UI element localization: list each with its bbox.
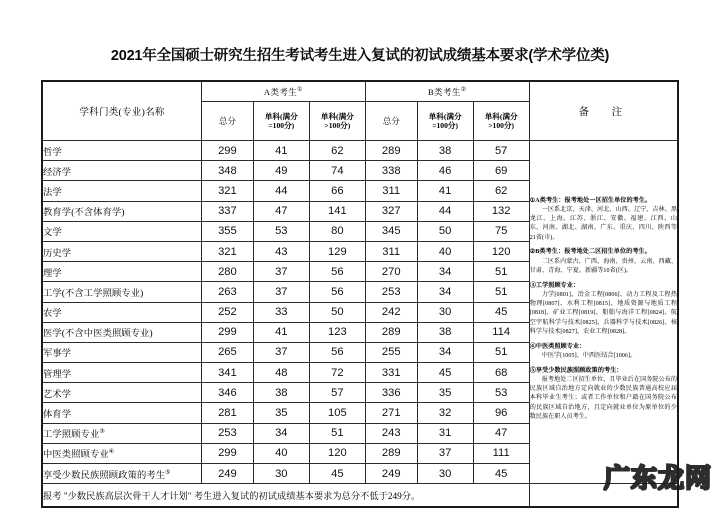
note-block — [530, 248, 677, 276]
row-b-single-eq100: 34 — [417, 342, 473, 362]
row-b-total: 255 — [365, 342, 417, 362]
row-discipline-label: 工学(不含工学照顾专业) — [43, 288, 144, 299]
row-b-single-gt100: 51 — [473, 342, 529, 362]
row-b-single-gt100: 68 — [473, 363, 529, 383]
footer-note-text: 报考 "少数民族高层次骨干人才计划" 考生进入复试的初试成绩基本要求为总分不低于249分。 — [43, 491, 421, 502]
row-a-single-gt100: 57 — [309, 383, 365, 403]
row-b-total: 289 — [365, 141, 417, 161]
note-heading: ③工学照顾专业： — [529, 282, 580, 289]
header-a-single-eq100-line1: 单科(满分 — [264, 111, 298, 121]
footer-note-cell — [42, 484, 529, 508]
row-a-single-eq100: 38 — [253, 383, 309, 403]
row-b-single-eq100: 41 — [417, 181, 473, 201]
table-footer — [42, 484, 678, 508]
row-a-single-gt100: 56 — [309, 262, 365, 282]
header-group-a-label: A类考生 — [263, 86, 298, 97]
row-discipline-name — [42, 464, 202, 484]
row-b-single-eq100: 35 — [417, 383, 473, 403]
note-heading: ④中医类照顾专业： — [529, 343, 586, 350]
row-discipline-name — [42, 383, 202, 403]
note-body: 一区系北京、天津、河北、山西、辽宁、吉林、黑龙江、上海、江苏、浙江、安徽、福建、江西、山东、河南、湖北、湖南、广东、重庆、四川、陕西等21省(市)。 — [529, 206, 677, 241]
header-a-total-label: 总分 — [218, 115, 236, 126]
note-heading: ①A类考生：报考地处一区招生单位的考生。 — [529, 197, 652, 204]
row-b-total: 327 — [365, 201, 417, 221]
row-b-single-gt100: 45 — [473, 302, 529, 322]
header-discipline-name — [42, 81, 202, 141]
row-b-single-eq100: 50 — [417, 221, 473, 241]
row-a-single-gt100: 141 — [309, 201, 365, 221]
row-a-single-gt100: 120 — [309, 443, 365, 463]
note-heading: ⑤享受少数民族照顾政策的考生： — [529, 367, 623, 374]
note-heading: ②B类考生：报考地处二区招生单位的考生。 — [529, 249, 651, 256]
note-body: 二区系内蒙古、广西、海南、贵州、云南、西藏、甘肃、青海、宁夏、新疆等10省(区)。 — [529, 258, 677, 274]
row-discipline-label: 享受少数民族照顾政策的考生 — [43, 470, 166, 481]
row-a-single-gt100: 56 — [309, 282, 365, 302]
row-discipline-label: 教育学(不含体育学) — [43, 208, 125, 219]
row-b-total: 289 — [365, 443, 417, 463]
row-a-single-gt100: 123 — [309, 322, 365, 342]
row-b-single-gt100: 75 — [473, 221, 529, 241]
table-body — [42, 141, 678, 484]
note-block — [530, 367, 677, 423]
row-a-single-gt100: 80 — [309, 221, 365, 241]
row-a-total: 348 — [202, 161, 254, 181]
row-discipline-name — [42, 221, 202, 241]
row-b-single-gt100: 120 — [473, 241, 529, 261]
row-discipline-name — [42, 141, 202, 161]
header-a-single-gt100-line1: 单科(满分 — [320, 111, 354, 121]
row-a-single-gt100: 62 — [309, 141, 365, 161]
header-notes-label: 备 注 — [578, 106, 629, 118]
header-b-single-gt100 — [473, 102, 529, 141]
table-row — [42, 141, 678, 161]
row-discipline-name — [42, 262, 202, 282]
row-a-single-gt100: 50 — [309, 302, 365, 322]
header-b-single-gt100-line1: 单科(满分 — [484, 111, 518, 121]
row-b-total: 271 — [365, 403, 417, 423]
row-b-single-gt100: 96 — [473, 403, 529, 423]
row-b-total: 338 — [365, 161, 417, 181]
row-b-single-gt100: 51 — [473, 282, 529, 302]
row-a-single-eq100: 41 — [253, 322, 309, 342]
row-a-single-eq100: 44 — [253, 181, 309, 201]
row-discipline-name — [42, 241, 202, 261]
row-a-single-eq100: 43 — [253, 241, 309, 261]
row-b-single-eq100: 34 — [417, 262, 473, 282]
header-group-a-superscript: ① — [297, 86, 303, 93]
page-title: 2021年全国硕士研究生招生考试考生进入复试的初试成绩基本要求(学术学位类) — [110, 48, 610, 64]
row-a-single-eq100: 33 — [253, 302, 309, 322]
row-a-total: 280 — [202, 262, 254, 282]
row-discipline-label: 中医类照顾专业 — [43, 450, 109, 461]
watermark: 广东龙网 — [603, 463, 712, 493]
row-discipline-label: 理学 — [43, 268, 62, 279]
row-b-single-eq100: 40 — [417, 241, 473, 261]
row-b-single-eq100: 38 — [417, 322, 473, 342]
note-block — [530, 282, 677, 338]
row-discipline-label: 管理学 — [43, 369, 72, 380]
notes-cell — [529, 141, 678, 484]
row-discipline-name — [42, 181, 202, 201]
row-b-single-eq100: 44 — [417, 201, 473, 221]
row-a-single-gt100: 105 — [309, 403, 365, 423]
row-discipline-label: 农学 — [43, 309, 62, 320]
row-a-total: 355 — [202, 221, 254, 241]
header-a-single-eq100 — [253, 102, 309, 141]
row-b-single-eq100: 45 — [417, 363, 473, 383]
row-a-total: 249 — [202, 464, 254, 484]
row-discipline-superscript: ③ — [99, 428, 106, 436]
row-a-total: 281 — [202, 403, 254, 423]
row-a-single-eq100: 47 — [253, 201, 309, 221]
row-b-single-eq100: 31 — [417, 423, 473, 443]
row-a-single-gt100: 45 — [309, 464, 365, 484]
header-notes — [529, 81, 678, 141]
header-a-single-gt100 — [309, 102, 365, 141]
row-discipline-name — [42, 302, 202, 322]
row-b-total: 270 — [365, 262, 417, 282]
row-b-single-gt100: 45 — [473, 464, 529, 484]
footer-note-row — [42, 484, 678, 508]
row-discipline-label: 艺术学 — [43, 389, 72, 400]
row-a-single-eq100: 37 — [253, 342, 309, 362]
row-b-single-gt100: 53 — [473, 383, 529, 403]
row-a-total: 252 — [202, 302, 254, 322]
row-b-single-eq100: 30 — [417, 464, 473, 484]
row-a-total: 253 — [202, 423, 254, 443]
header-group-a — [202, 81, 366, 102]
note-body: 中医学[1005]、中西医结合[1006]。 — [541, 352, 637, 359]
row-a-single-gt100: 66 — [309, 181, 365, 201]
row-a-single-gt100: 74 — [309, 161, 365, 181]
row-discipline-label: 医学(不含中医类照顾专业) — [43, 329, 153, 340]
row-b-single-gt100: 69 — [473, 161, 529, 181]
row-a-single-gt100: 72 — [309, 363, 365, 383]
note-block — [530, 197, 677, 243]
row-discipline-label: 法学 — [43, 187, 62, 198]
row-b-single-eq100: 34 — [417, 282, 473, 302]
header-a-single-eq100-line2: =100分) — [268, 121, 295, 130]
row-b-total: 249 — [365, 464, 417, 484]
row-discipline-name — [42, 282, 202, 302]
row-a-single-gt100: 51 — [309, 423, 365, 443]
row-discipline-label: 体育学 — [43, 410, 72, 421]
row-a-single-eq100: 34 — [253, 423, 309, 443]
header-a-single-gt100-line2: >100分) — [324, 121, 351, 130]
note-block — [530, 343, 677, 362]
row-discipline-name — [42, 363, 202, 383]
row-discipline-name — [42, 322, 202, 342]
row-b-total: 253 — [365, 282, 417, 302]
row-a-single-eq100: 37 — [253, 282, 309, 302]
row-b-single-gt100: 57 — [473, 141, 529, 161]
row-a-single-eq100: 35 — [253, 403, 309, 423]
row-discipline-superscript: ⑤ — [165, 468, 171, 476]
row-b-total: 336 — [365, 383, 417, 403]
header-discipline-name-label: 学科门类(专业)名称 — [79, 108, 165, 118]
header-b-single-eq100-line1: 单科(满分 — [428, 111, 462, 121]
row-a-total: 346 — [202, 383, 254, 403]
row-a-total: 265 — [202, 342, 254, 362]
row-a-single-eq100: 48 — [253, 363, 309, 383]
row-b-total: 242 — [365, 302, 417, 322]
row-a-single-gt100: 56 — [309, 342, 365, 362]
row-b-single-gt100: 62 — [473, 181, 529, 201]
row-discipline-name — [42, 161, 202, 181]
row-b-single-eq100: 30 — [417, 302, 473, 322]
row-b-total: 311 — [365, 241, 417, 261]
header-b-single-gt100-line2: >100分) — [488, 121, 515, 130]
row-b-single-gt100: 51 — [473, 262, 529, 282]
row-a-total: 321 — [202, 181, 254, 201]
row-b-single-gt100: 114 — [473, 322, 529, 342]
row-discipline-label: 经济学 — [43, 167, 72, 178]
header-group-b-label: B类考生 — [427, 86, 461, 97]
header-b-total-label: 总分 — [382, 115, 400, 126]
row-b-total: 311 — [365, 181, 417, 201]
row-b-total: 243 — [365, 423, 417, 443]
row-discipline-name — [42, 201, 202, 221]
row-discipline-name — [42, 443, 202, 463]
header-b-single-eq100 — [417, 102, 473, 141]
row-a-total: 299 — [202, 443, 254, 463]
row-a-single-eq100: 41 — [253, 141, 309, 161]
row-b-single-eq100: 46 — [417, 161, 473, 181]
row-discipline-label: 工学照顾专业 — [43, 430, 100, 441]
row-discipline-label: 军事学 — [43, 349, 72, 360]
note-body: 报考地处二区招生单位，且毕业后在国务院公布的民族区域自治地方定向就业的少数民族普通高校应届本科毕业生考生；或者工作单位和户籍在国务院公布的民族区域自治地方，且定向就业单位为原单位的少数民族在职人员考生。 — [529, 376, 677, 420]
row-a-total: 299 — [202, 141, 254, 161]
row-b-total: 331 — [365, 363, 417, 383]
header-b-single-eq100-line2: =100分) — [432, 121, 459, 130]
score-requirements-table — [41, 80, 679, 508]
note-body: 力学[0801]、冶金工程[0806]、动力工程及工程热物理[0807]、水利工程[0815]、地质资源与地质工程[0818]、矿业工程[0819]、船舶与海洋工程[0824]、航空宇航科学与技术[0825]、兵器科学与技术[0826]、核科学与技术[0827]、农业工程[0828]。 — [529, 291, 677, 335]
row-a-total: 337 — [202, 201, 254, 221]
row-a-total: 299 — [202, 322, 254, 342]
row-b-total: 289 — [365, 322, 417, 342]
row-a-single-eq100: 40 — [253, 443, 309, 463]
row-b-single-eq100: 32 — [417, 403, 473, 423]
row-a-total: 341 — [202, 363, 254, 383]
row-discipline-label: 文学 — [43, 228, 62, 239]
row-a-single-eq100: 30 — [253, 464, 309, 484]
table-header — [42, 81, 678, 141]
row-discipline-name — [42, 342, 202, 362]
row-a-single-gt100: 129 — [309, 241, 365, 261]
row-b-single-gt100: 47 — [473, 423, 529, 443]
row-discipline-superscript: ④ — [108, 448, 115, 456]
header-b-total — [365, 102, 417, 141]
row-discipline-name — [42, 423, 202, 443]
header-a-total — [202, 102, 254, 141]
row-a-total: 263 — [202, 282, 254, 302]
header-group-b — [365, 81, 529, 102]
row-b-single-eq100: 37 — [417, 443, 473, 463]
row-discipline-name — [42, 403, 202, 423]
row-a-single-eq100: 49 — [253, 161, 309, 181]
header-group-row — [42, 81, 678, 102]
score-table-container — [41, 80, 679, 508]
row-b-single-gt100: 111 — [473, 443, 529, 463]
row-a-single-eq100: 53 — [253, 221, 309, 241]
row-discipline-label: 哲学 — [43, 147, 62, 158]
row-b-single-gt100: 132 — [473, 201, 529, 221]
row-b-total: 345 — [365, 221, 417, 241]
row-a-total: 321 — [202, 241, 254, 261]
header-group-b-superscript: ② — [460, 86, 467, 93]
row-discipline-label: 历史学 — [43, 248, 72, 259]
row-b-single-eq100: 38 — [417, 141, 473, 161]
row-a-single-eq100: 37 — [253, 262, 309, 282]
